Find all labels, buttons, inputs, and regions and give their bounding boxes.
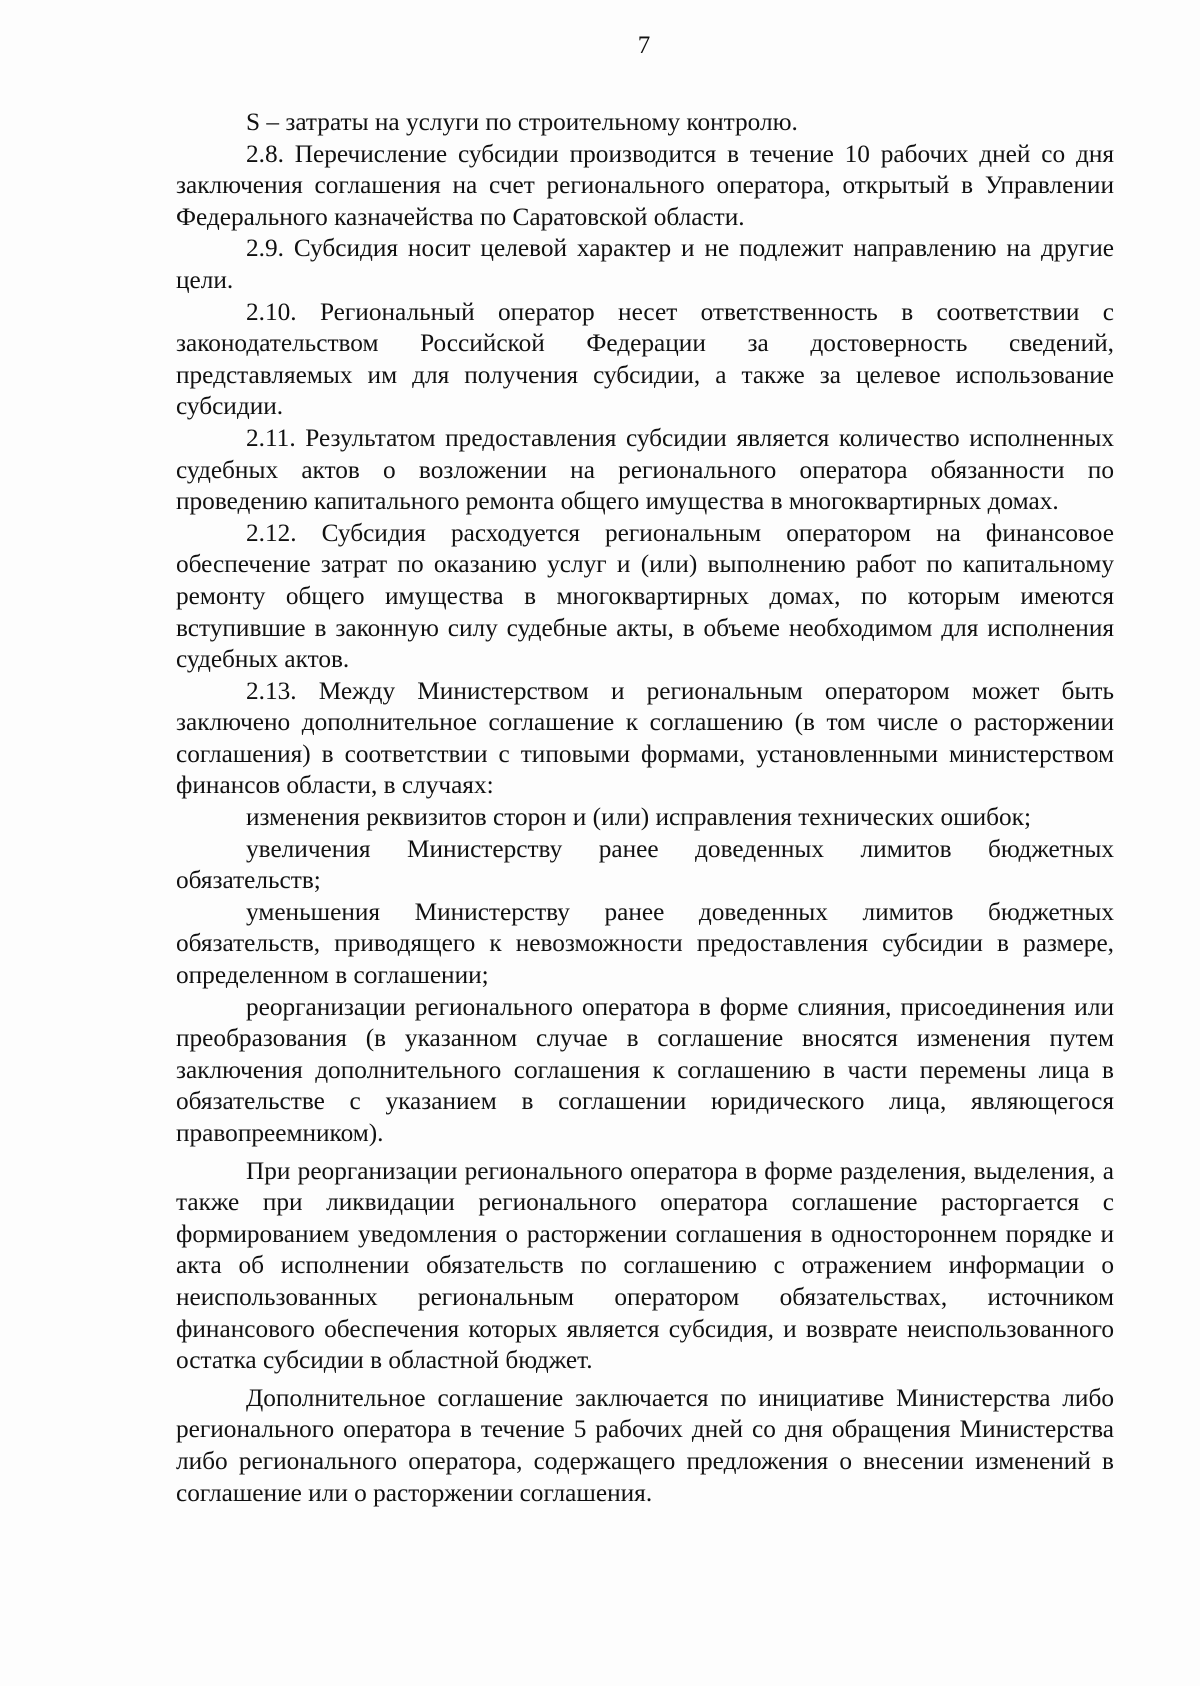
page-number: 7: [637, 32, 651, 59]
paragraph-2-11: 2.11. Результатом предоставления субсидии является количество исполненных судебных актов о возложении на регионального оператора обязанности по проведению капитального ремонта общего имущества в многоквартирных домах.: [176, 423, 1114, 516]
paragraph-2-9: 2.9. Субсидия носит целевой характер и не подлежит направлению на другие цели.: [176, 234, 1114, 294]
case-item-increase-limits: увеличения Министерству ранее доведенных лимитов бюджетных обязательств;: [176, 834, 1114, 895]
paragraph-2-10: 2.10. Региональный оператор несет ответственность в соответствии с законодательством Российской Федерации за достоверность сведений, представляемых им для получения субсидии, а также за целевое использование субсидии.: [176, 297, 1114, 421]
paragraph-s-definition: S – затраты на услуги по строительному контролю.: [246, 108, 798, 136]
paragraph-2-12: 2.12. Субсидия расходуется региональным оператором на финансовое обеспечение затрат по оказанию услуг и (или) выполнению работ по капитальному ремонту общего имущества в многоквартирных домах, по которым имеются вступившие в законную силу судебные акты, в объеме необходимом для исполнения судебных актов.: [176, 518, 1114, 674]
paragraph-reorganization-termination: При реорганизации регионального оператора в форме разделения, выделения, а также при ликвидации регионального оператора соглашение расторгается с формированием уведомления о расторжении соглашения в одностороннем порядке и акта об исполнении обязательств по соглашению с отражением информации о неиспользованных региональным оператором обязательствах, источником финансового обеспечения которых является субсидия, и возврате неиспользованного остатка субсидии в областной бюджет.: [176, 1156, 1114, 1375]
paragraph-additional-agreement: Дополнительное соглашение заключается по инициативе Министерства либо регионального оператора в течение 5 рабочих дней со дня обращения Министерства либо регионального оператора, содержащего предложения о внесении изменений в соглашение или о расторжении соглашения.: [176, 1383, 1114, 1507]
paragraph-2-13: 2.13. Между Министерством и региональным оператором может быть заключено дополнительное соглашение к соглашению (в том числе о расторжении соглашения) в соответствии с типовыми формами, установленными министерством финансов области, в случаях:: [176, 676, 1114, 800]
case-item-reorganization: реорганизации регионального оператора в форме слияния, присоединения или преобразования (в указанном случае в соглашение вносятся изменения путем заключения дополнительного соглашения к соглашению в части перемены лица в обязательстве с указанием в соглашении юридического лица, являющегося правопреемником).: [176, 992, 1114, 1147]
case-item-requisites: изменения реквизитов сторон и (или) исправления технических ошибок;: [246, 803, 1031, 832]
document-body: [176, 107, 1114, 1509]
paragraph-2-8: 2.8. Перечисление субсидии производится в течение 10 рабочих дней со дня заключения соглашения на счет регионального оператора, открытый в Управлении Федерального казначейства по Саратовской области.: [176, 139, 1114, 231]
case-item-decrease-limits: уменьшения Министерству ранее доведенных лимитов бюджетных обязательств, приводящего к невозможности предоставления субсидии в размере, определенном в соглашении;: [176, 897, 1114, 990]
